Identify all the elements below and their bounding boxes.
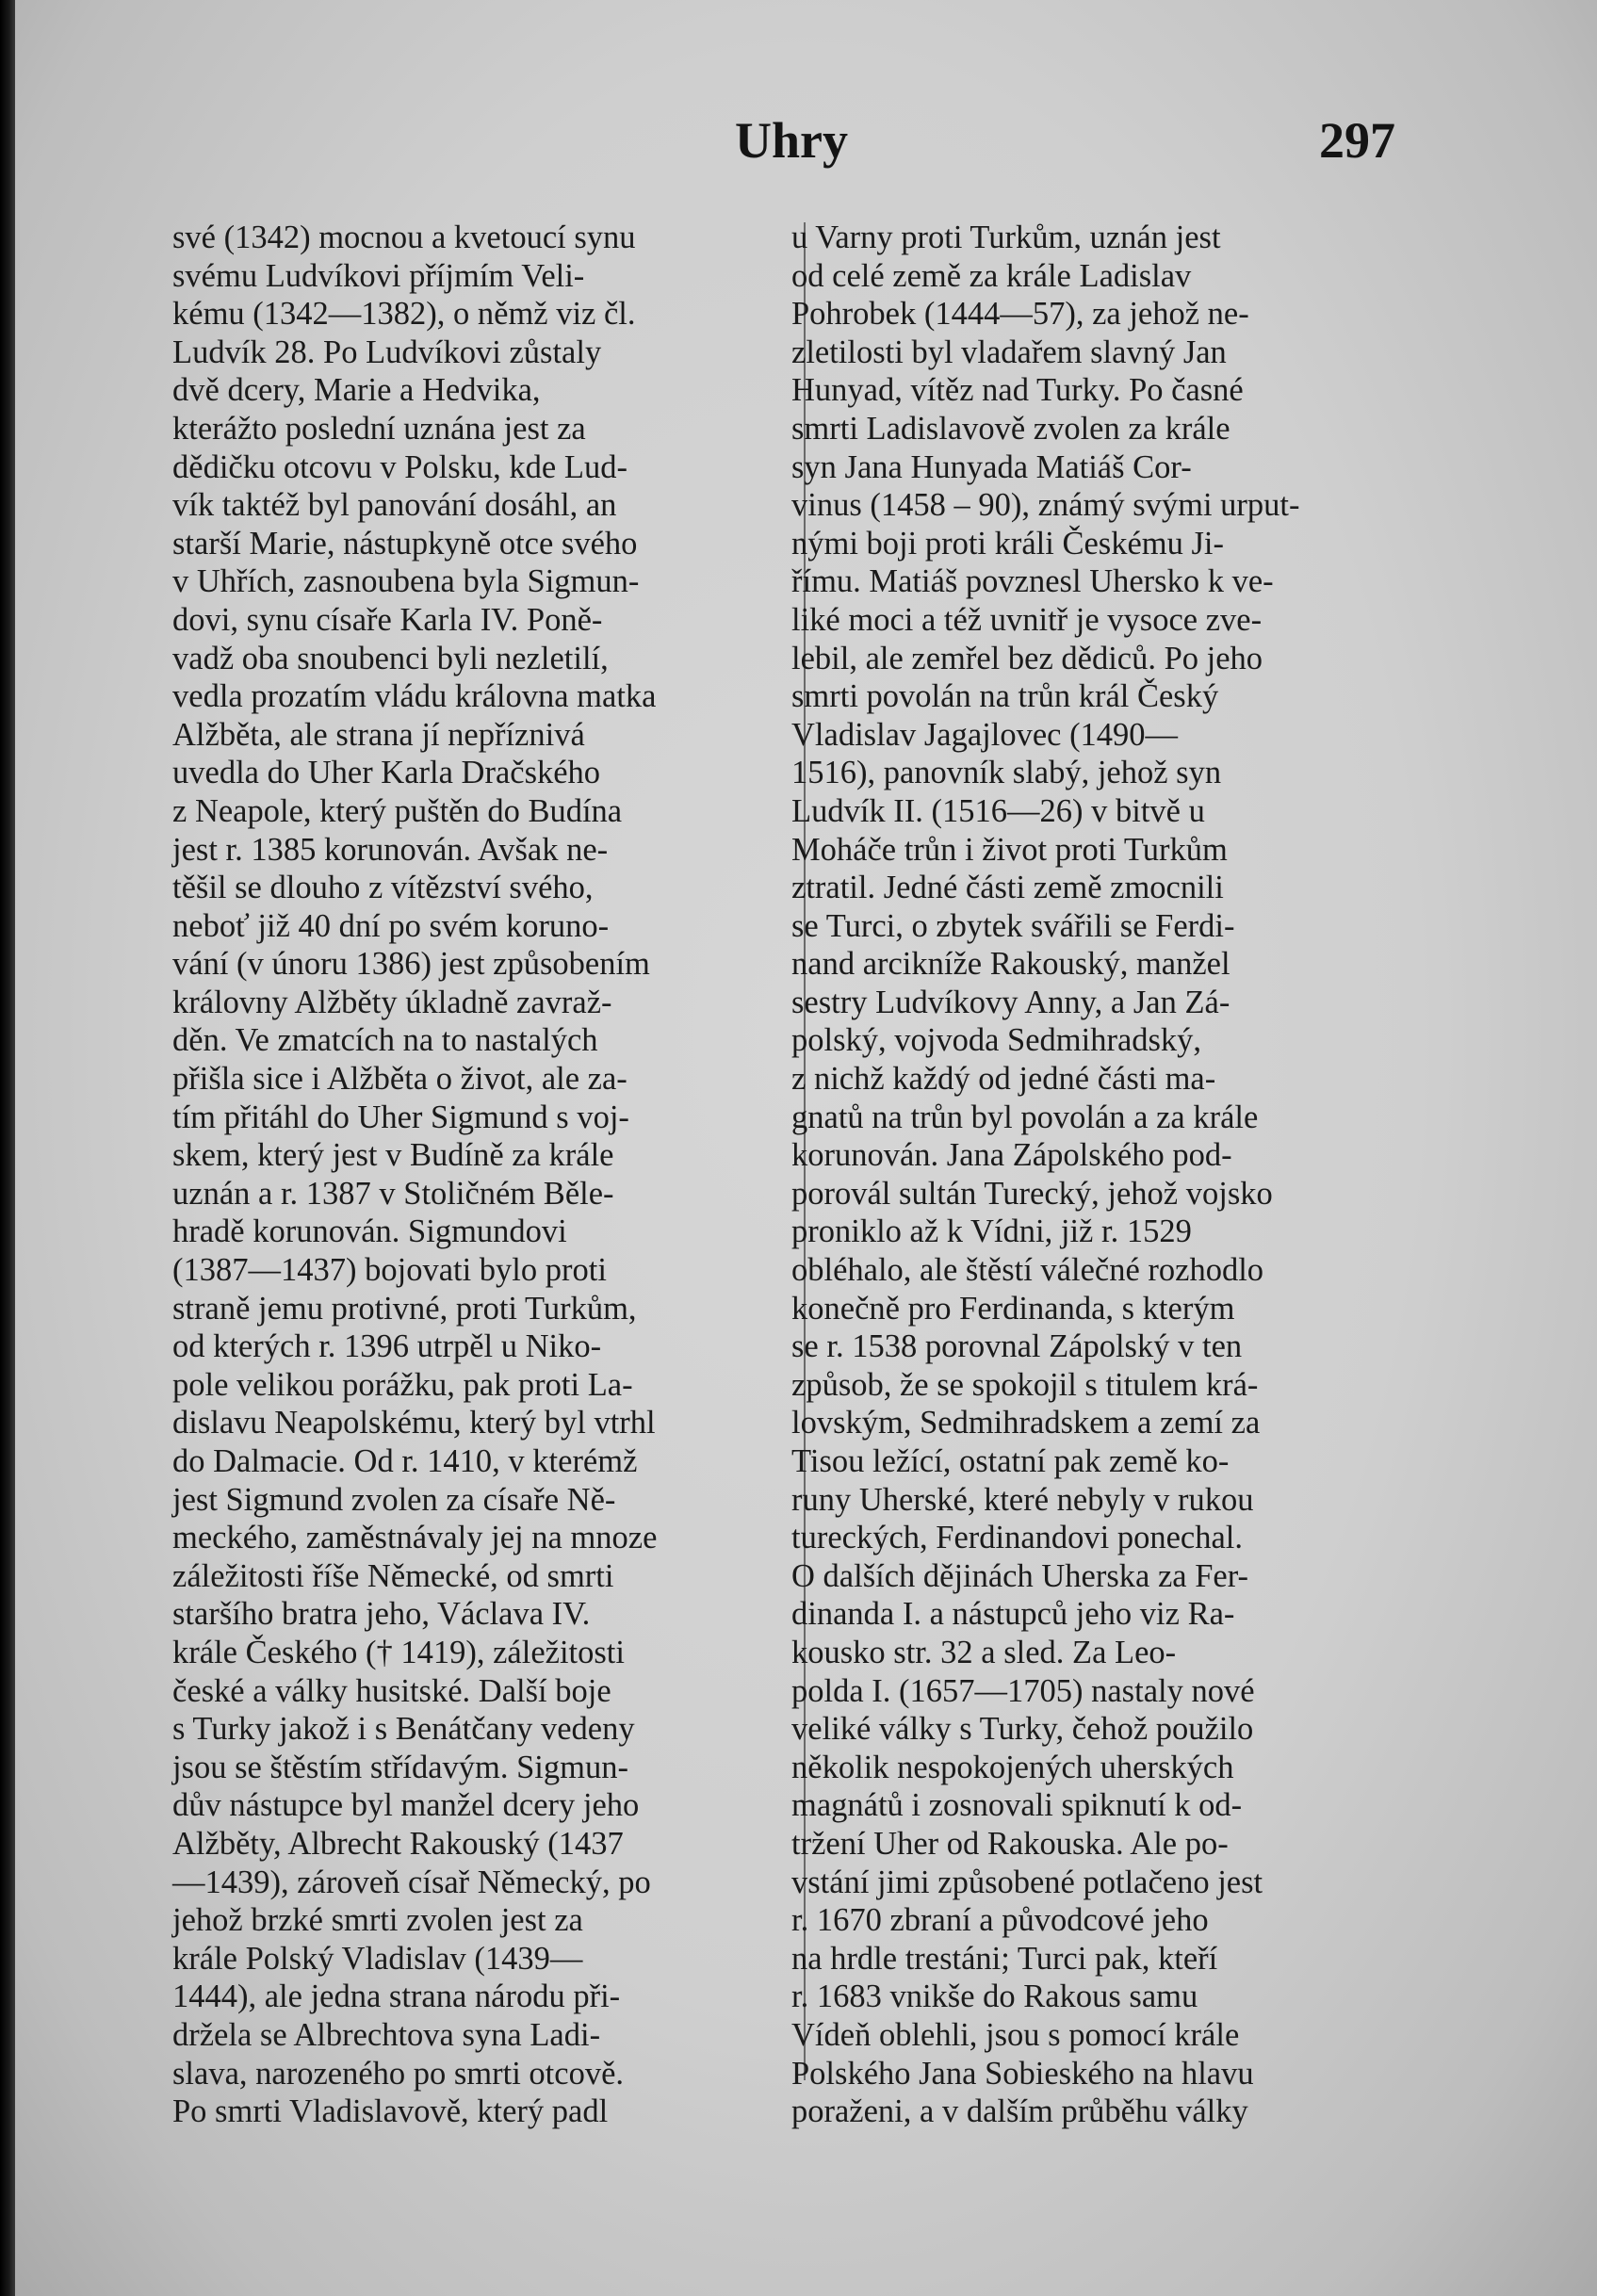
text-line: vedla prozatím vládu královna matka	[172, 678, 657, 715]
text-line: proniklo až k Vídni, již r. 1529	[791, 1213, 1192, 1250]
text-line: tržení Uher od Rakouska. Ale po-	[791, 1825, 1229, 1862]
text-line: vání (v únoru 1386) jest způsobením	[172, 946, 650, 983]
text-line: porovál sultán Turecký, jehož vojsko	[791, 1175, 1273, 1212]
text-line: liké moci a též uvnitř je vysoce zve-	[791, 601, 1263, 638]
text-line: v Uhřích, zasnoubena byla Sigmun-	[172, 563, 640, 600]
text-line: 1444), ale jedna strana národu při-	[172, 1978, 621, 2015]
text-line: gnatů na trůn byl povolán a za krále	[791, 1099, 1259, 1135]
text-line: vinus (1458 – 90), známý svými urput-	[791, 487, 1300, 524]
text-line: svému Ludvíkovi příjmím Veli-	[172, 257, 585, 294]
text-line: skem, který jest v Budíně za krále	[172, 1137, 614, 1174]
text-line: vstání jimi způsobené potlačeno jest	[791, 1864, 1263, 1900]
text-line: na hrdle trestáni; Turci pak, kteří	[791, 1940, 1218, 1977]
text-line: slava, narozeného po smrti otcově.	[172, 2055, 625, 2092]
text-line: —1439), zároveň císař Německý, po	[172, 1864, 651, 1900]
text-line: (1387—1437) bojovati bylo proti	[172, 1252, 607, 1289]
text-line: poraženi, a v dalším průběhu války	[791, 2093, 1248, 2130]
text-line: konečně pro Ferdinanda, s kterým	[791, 1290, 1235, 1327]
text-line: veliké války s Turky, čehož použilo	[791, 1711, 1254, 1748]
text-line: přišla sice i Alžběta o život, ale za-	[172, 1061, 627, 1098]
text-line: z Neapole, který puštěn do Budína	[172, 792, 623, 829]
text-line: Vídeň oblehli, jsou s pomocí krále	[791, 2016, 1240, 2053]
text-line: Tisou ležící, ostatní pak země ko-	[791, 1443, 1230, 1479]
text-line: držela se Albrechtova syna Ladi-	[172, 2016, 601, 2053]
text-line: Pohrobek (1444—57), za jehož ne-	[791, 296, 1249, 333]
text-line: ztratil. Jedné části země zmocnili	[791, 870, 1224, 906]
text-line: polský, vojvoda Sedmihradský,	[791, 1022, 1202, 1059]
text-line: české a války husitské. Další boje	[172, 1672, 611, 1709]
text-line: své (1342) mocnou a kvetoucí synu	[172, 220, 636, 255]
text-line: runy Uherské, které nebyly v rukou	[791, 1481, 1254, 1518]
text-line: několik nespokojených uherských	[791, 1749, 1234, 1785]
text-line: staršího bratra jeho, Václava IV.	[172, 1596, 591, 1633]
text-line: Alžběty, Albrecht Rakouský (1437	[172, 1825, 624, 1862]
text-line: jest r. 1385 korunován. Avšak ne-	[172, 831, 609, 868]
text-line: uvedla do Uher Karla Dračského	[172, 755, 601, 791]
text-line: od celé země za krále Ladislav	[791, 257, 1192, 294]
text-line: způsob, že se spokojil s titulem krá-	[791, 1366, 1259, 1403]
text-line: obléhalo, ale štěstí válečné rozhodlo	[791, 1252, 1264, 1289]
text-line: Moháče trůn i život proti Turkům	[791, 831, 1228, 868]
text-line: pole velikou porážku, pak proti La-	[172, 1366, 633, 1403]
text-line: kousko str. 32 a sled. Za Leo-	[791, 1634, 1177, 1670]
text-line: tureckých, Ferdinandovi ponechal.	[791, 1520, 1244, 1556]
text-line: Polského Jana Sobieského na hlavu	[791, 2055, 1254, 2092]
text-line: Hunyad, vítěz nad Turky. Po časné	[791, 372, 1244, 409]
text-line: neboť již 40 dní po svém koruno-	[172, 907, 610, 944]
text-line: nými boji proti králi Českému Ji-	[791, 525, 1224, 562]
text-line: s Turky jakož i s Benátčany vedeny	[172, 1711, 635, 1748]
text-line: Alžběta, ale strana jí nepříznivá	[172, 716, 585, 753]
text-line: od kterých r. 1396 utrpěl u Niko-	[172, 1328, 602, 1365]
text-line: Ludvík 28. Po Ludvíkovi zůstaly	[172, 334, 602, 370]
text-line: smrti Ladislavově zvolen za krále	[791, 410, 1230, 447]
text-line: římu. Matiáš povznesl Uhersko k ve-	[791, 563, 1274, 600]
book-page	[15, 0, 1597, 2296]
text-line: děn. Ve zmatcích na to nastalých	[172, 1022, 598, 1059]
text-line: královny Alžběty úkladně zavraž-	[172, 984, 612, 1020]
text-line: krále Českého († 1419), záležitosti	[172, 1634, 625, 1670]
text-line: 1516), panovník slabý, jehož syn	[791, 755, 1222, 791]
text-line: smrti povolán na trůn král Český	[791, 678, 1219, 715]
text-line: dovi, synu císaře Karla IV. Poně-	[172, 601, 603, 638]
text-line: dědičku otcovu v Polsku, kde Lud-	[172, 448, 627, 485]
text-line: magnátů i zosnovali spiknutí k od-	[791, 1787, 1243, 1824]
text-line: do Dalmacie. Od r. 1410, v kterémž	[172, 1443, 638, 1479]
text-line: u Varny proti Turkům, uznán jest	[791, 220, 1221, 255]
text-line: Po smrti Vladislavově, který padl	[172, 2093, 609, 2130]
text-line: dinanda I. a nástupců jeho viz Ra-	[791, 1596, 1235, 1633]
text-line: straně jemu protivné, proti Turkům,	[172, 1290, 637, 1327]
text-line: jest Sigmund zvolen za císaře Ně-	[172, 1481, 616, 1518]
text-line: Vladislav Jagajlovec (1490—	[791, 716, 1179, 753]
text-line: jsou se štěstím střídavým. Sigmun-	[172, 1749, 628, 1785]
text-line: lovským, Sedmihradskem a zemí za	[791, 1405, 1261, 1441]
book-spine-shadow	[0, 0, 15, 2296]
text-line: tím přitáhl do Uher Sigmund s voj-	[172, 1099, 629, 1135]
text-line: hradě korunován. Sigmundovi	[172, 1213, 567, 1250]
text-line: dislavu Neapolskému, který byl vtrhl	[172, 1405, 656, 1441]
text-line: dvě dcery, Marie a Hedvika,	[172, 372, 541, 409]
text-line: kému (1342—1382), o němž viz čl.	[172, 296, 636, 333]
page-number: 297	[1319, 112, 1395, 169]
running-head: Uhry	[735, 112, 848, 169]
left-column	[172, 219, 800, 2131]
text-line: dův nástupce byl manžel dcery jeho	[172, 1787, 640, 1824]
text-line: zletilosti byl vladařem slavný Jan	[791, 334, 1227, 370]
text-line: meckého, zaměstnávaly jej na mnoze	[172, 1520, 658, 1556]
text-line: syn Jana Hunyada Matiáš Cor-	[791, 448, 1192, 485]
text-line: jehož brzké smrti zvolen jest za	[172, 1902, 583, 1939]
text-line: se r. 1538 porovnal Zápolský v ten	[791, 1328, 1243, 1365]
text-line: Ludvík II. (1516—26) v bitvě u	[791, 792, 1205, 829]
text-line: se Turci, o zbytek svářili se Ferdi-	[791, 907, 1235, 944]
text-line: lebil, ale zemřel bez dědiců. Po jeho	[791, 640, 1263, 676]
text-line: vík taktéž byl panování dosáhl, an	[172, 487, 617, 524]
text-line: starší Marie, nástupkyně otce svého	[172, 525, 638, 562]
text-line: vadž oba snoubenci byli nezletilí,	[172, 640, 609, 676]
text-line: r. 1670 zbraní a původcové jeho	[791, 1902, 1209, 1939]
page-header	[15, 111, 1597, 187]
text-line: O dalších dějinách Uherska za Fer-	[791, 1557, 1248, 1594]
right-column	[791, 219, 1423, 2131]
text-line: sestry Ludvíkovy Anny, a Jan Zá-	[791, 984, 1230, 1020]
text-line: r. 1683 vnikše do Rakous samu	[791, 1978, 1198, 2015]
text-line: kterážto poslední uznána jest za	[172, 410, 586, 447]
text-line: korunován. Jana Zápolského pod-	[791, 1137, 1232, 1174]
text-line: krále Polský Vladislav (1439—	[172, 1940, 583, 1977]
text-line: záležitosti říše Německé, od smrti	[172, 1557, 614, 1594]
text-line: polda I. (1657—1705) nastaly nové	[791, 1672, 1255, 1709]
text-line: nand arcikníže Rakouský, manžel	[791, 946, 1230, 983]
text-line: z nichž každý od jedné části ma-	[791, 1061, 1216, 1098]
text-line: těšil se dlouho z vítězství svého,	[172, 870, 594, 906]
text-line: uznán a r. 1387 v Stoličném Běle-	[172, 1175, 614, 1212]
